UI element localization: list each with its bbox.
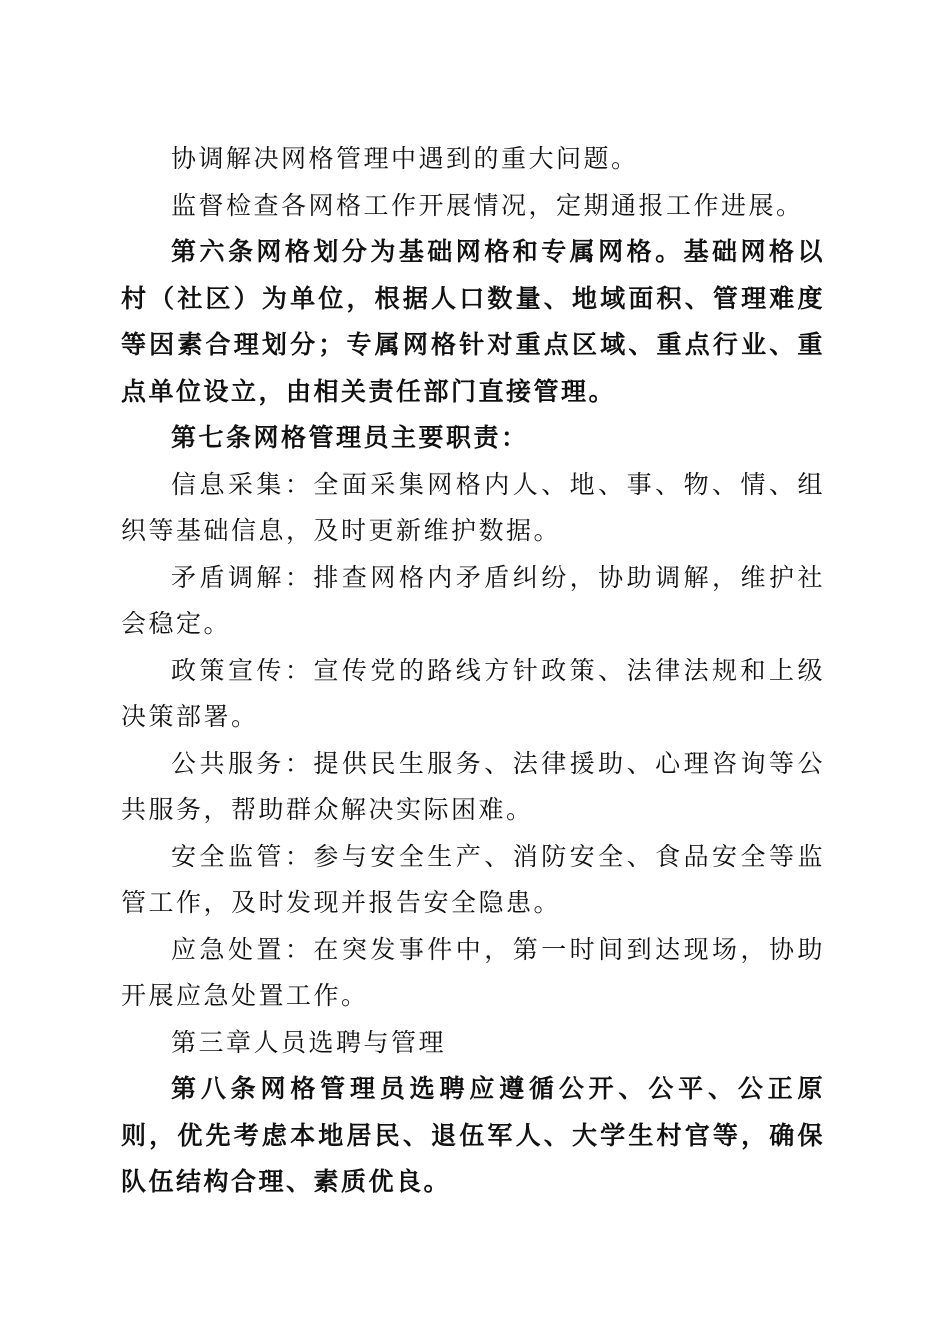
- duty-dispute-mediation: 矛盾调解：排查网格内矛盾纠纷，协助调解，维护社会稳定。: [121, 562, 825, 638]
- article-7-heading: 第七条网格管理员主要职责：: [171, 423, 529, 452]
- duty-information-collection: 信息采集：全面采集网格内人、地、事、物、情、组织等基础信息，及时更新维护数据。: [121, 469, 825, 545]
- paragraph-coordinate-major-issues: 协调解决网格管理中遇到的重大问题。: [171, 144, 639, 173]
- duty-safety-supervision: 安全监管：参与安全生产、消防安全、食品安全等监管工作，及时发现并报告安全隐患。: [121, 841, 825, 917]
- paragraph-supervise-inspection: 监督检查各网格工作开展情况，定期通报工作进展。: [171, 190, 804, 220]
- article-8-recruitment: 第八条网格管理员选聘应遵循公开、公平、公正原则，优先考虑本地居民、退伍军人、大学生村官等，确保队伍结构合理、素质优良。: [121, 1074, 825, 1196]
- duty-policy-publicity: 政策宣传：宣传党的路线方针政策、法律法规和上级决策部署。: [121, 655, 825, 731]
- document-body: [121, 136, 825, 1206]
- article-6-grid-division: 第六条网格划分为基础网格和专属网格。基础网格以村（社区）为单位，根据人口数量、地域面积、管理难度等因素合理划分；专属网格针对重点区域、重点行业、重点单位设立，由相关责任部门直接管理。: [121, 237, 825, 406]
- duty-public-service: 公共服务：提供民生服务、法律援助、心理咨询等公共服务，帮助群众解决实际困难。: [121, 748, 825, 824]
- chapter-3-heading: 第三章人员选聘与管理: [171, 1027, 447, 1057]
- duty-emergency-response: 应急处置：在突发事件中，第一时间到达现场，协助开展应急处置工作。: [121, 934, 825, 1010]
